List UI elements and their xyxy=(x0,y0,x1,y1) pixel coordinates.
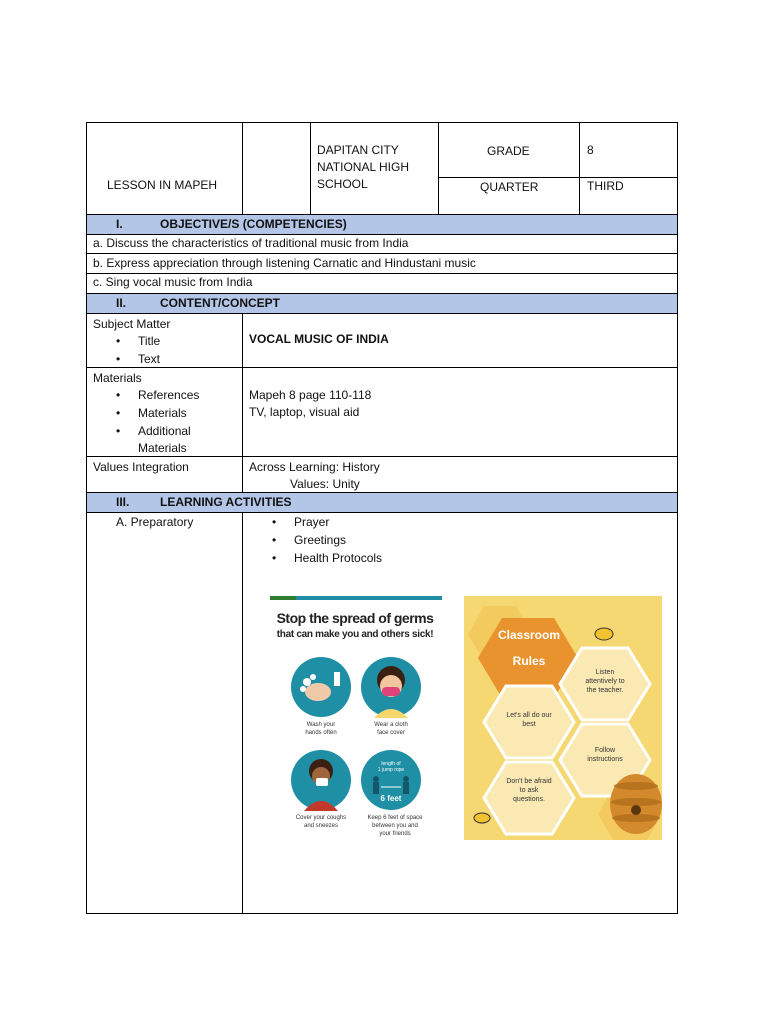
objective-a: a. Discuss the characteristics of traditional music from India xyxy=(93,236,409,250)
preparatory-item-prayer: • Prayer xyxy=(294,515,329,530)
section-title-content: CONTENT/CONCEPT xyxy=(160,296,280,310)
rule-follow: Follow instructions xyxy=(587,747,623,763)
caption-cough: Cover your coughs and sneezes xyxy=(295,815,347,829)
rules-poster-title2: Rules xyxy=(512,654,546,668)
caption-wash: Wash your hands often xyxy=(305,722,337,736)
rule-listen: Listen attentively to the teacher. xyxy=(585,669,625,694)
values-integration-label: Values Integration xyxy=(93,460,189,474)
germs-poster-title: Stop the spread of germs xyxy=(276,610,434,626)
materials-item-additional-cont: Materials xyxy=(138,441,187,455)
caption-distance: Keep 6 feet of space between you and your friends xyxy=(367,815,423,837)
preparatory-item-health-protocols: • Health Protocols xyxy=(294,551,382,566)
face-cover-icon xyxy=(360,656,422,718)
subject-matter-label: Subject Matter xyxy=(93,317,171,331)
school-name-line1: DAPITAN CITY xyxy=(317,143,399,157)
distance-top-label: length of 1 jump rope xyxy=(377,761,405,773)
wash-hands-icon xyxy=(290,656,352,718)
section-num-content: II. xyxy=(116,296,127,310)
quarter-label: QUARTER xyxy=(480,180,539,194)
school-name-line2: NATIONAL HIGH xyxy=(317,160,410,174)
preparatory-item-greetings: • Greetings xyxy=(294,533,346,548)
materials-materials-value: TV, laptop, visual aid xyxy=(249,405,360,419)
distance-value: 6 feet xyxy=(380,794,402,803)
rules-poster-title1: Classroom xyxy=(497,628,561,642)
preparatory-label: A. Preparatory xyxy=(116,515,194,529)
rule-do-best: Let's all do our best xyxy=(506,712,552,728)
subject-matter-value: VOCAL MUSIC OF INDIA xyxy=(249,332,389,346)
objective-b: b. Express appreciation through listening Carnatic and Hindustani music xyxy=(93,256,476,270)
values-integration-line1: Across Learning: History xyxy=(249,460,380,474)
materials-item-materials: • Materials xyxy=(138,406,187,421)
materials-item-additional: • Additional xyxy=(138,424,191,439)
rule-ask: Don't be afraid to ask questions. xyxy=(506,778,552,803)
germs-poster xyxy=(268,596,442,842)
section-title-objectives: OBJECTIVE/S (COMPETENCIES) xyxy=(160,217,347,231)
lesson-label: LESSON IN MAPEH xyxy=(107,178,218,192)
caption-cover: Wear a cloth face cover xyxy=(374,722,408,736)
objective-c: c. Sing vocal music from India xyxy=(93,275,253,289)
grade-value: 8 xyxy=(587,143,594,157)
subject-item-text: • Text xyxy=(138,352,160,367)
germs-poster-subtitle: that can make you and others sick! xyxy=(276,629,434,640)
poster-top-stripe xyxy=(270,596,442,600)
section-num-activities: III. xyxy=(116,495,130,509)
cover-cough-icon xyxy=(290,749,352,811)
materials-label: Materials xyxy=(93,371,142,385)
materials-item-references: • References xyxy=(138,388,199,403)
school-name-line3: SCHOOL xyxy=(317,177,368,191)
values-integration-line2: Values: Unity xyxy=(290,477,360,491)
subject-item-title: • Title xyxy=(138,334,160,349)
classroom-rules-poster xyxy=(464,596,662,840)
section-title-activities: LEARNING ACTIVITIES xyxy=(160,495,292,509)
materials-reference-value: Mapeh 8 page 110-118 xyxy=(249,388,372,402)
section-num-objectives: I. xyxy=(116,217,123,231)
quarter-value: THIRD xyxy=(587,179,624,193)
grade-label: GRADE xyxy=(487,144,530,158)
